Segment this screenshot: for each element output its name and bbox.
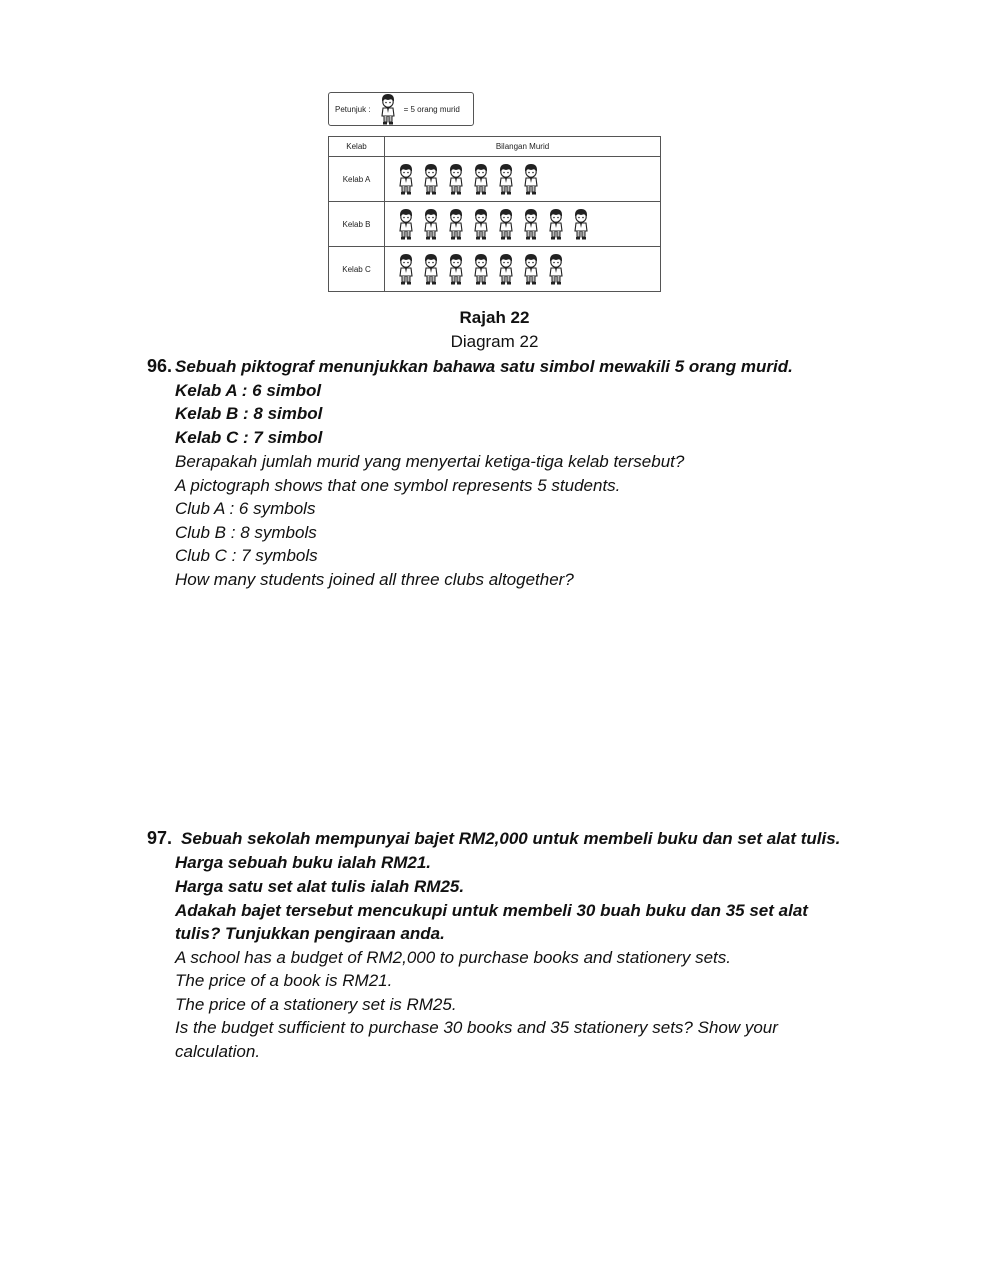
student-icon bbox=[496, 252, 516, 286]
student-icon bbox=[471, 252, 491, 286]
question-97-line: The price of a book is RM21. bbox=[175, 971, 393, 990]
question-96-line: Club B : 8 symbols bbox=[175, 523, 317, 542]
question-97-line: Harga sebuah buku ialah RM21. bbox=[175, 853, 432, 872]
student-icon bbox=[546, 252, 566, 286]
student-icon bbox=[521, 252, 541, 286]
symbol-row bbox=[385, 207, 660, 241]
student-icon bbox=[421, 207, 441, 241]
student-icon bbox=[521, 162, 541, 196]
table-row bbox=[329, 202, 661, 247]
table-row bbox=[329, 247, 661, 292]
question-96-line: A pictograph shows that one symbol represents 5 students. bbox=[175, 476, 621, 495]
club-name: Kelab A bbox=[329, 157, 385, 202]
question-96-line: Berapakah jumlah murid yang menyertai ketiga-tiga kelab tersebut? bbox=[175, 452, 685, 471]
column-header-club: Kelab bbox=[329, 137, 385, 157]
student-icon bbox=[396, 252, 416, 286]
student-icon bbox=[496, 162, 516, 196]
symbol-row bbox=[385, 162, 660, 196]
question-96-number: 96. bbox=[147, 356, 173, 376]
student-icon bbox=[446, 207, 466, 241]
question-97-line: The price of a stationery set is RM25. bbox=[175, 995, 457, 1014]
student-icon bbox=[496, 207, 516, 241]
student-icon bbox=[471, 207, 491, 241]
question-97-line: Sebuah sekolah mempunyai bajet RM2,000 untuk membeli buku dan set alat tulis. bbox=[181, 829, 841, 848]
student-icon bbox=[471, 162, 491, 196]
question-96-line: How many students joined all three clubs altogether? bbox=[175, 570, 574, 589]
diagram-caption-malay: Rajah 22 bbox=[459, 308, 530, 327]
question-97-line: Harga satu set alat tulis ialah RM25. bbox=[175, 877, 465, 896]
student-icon bbox=[446, 162, 466, 196]
column-header-count: Bilangan Murid bbox=[385, 137, 661, 157]
pictograph-table bbox=[328, 136, 661, 292]
club-name: Kelab C bbox=[329, 247, 385, 292]
student-icon bbox=[571, 207, 591, 241]
question-97-line: calculation. bbox=[175, 1042, 261, 1061]
question-96-line: Club A : 6 symbols bbox=[175, 499, 316, 518]
student-icon bbox=[446, 252, 466, 286]
question-96-line: Club C : 7 symbols bbox=[175, 546, 318, 565]
student-icon bbox=[546, 207, 566, 241]
legend-label: Petunjuk : bbox=[335, 104, 371, 114]
question-96-line: Sebuah piktograf menunjukkan bahawa satu simbol mewakili 5 orang murid. bbox=[175, 357, 793, 376]
pictograph-legend bbox=[328, 92, 474, 126]
club-name: Kelab B bbox=[329, 202, 385, 247]
question-96-line: Kelab C : 7 simbol bbox=[175, 428, 323, 447]
symbol-row bbox=[385, 252, 660, 286]
student-icon bbox=[421, 162, 441, 196]
student-icon bbox=[396, 207, 416, 241]
question-97-line: Is the budget sufficient to purchase 30 books and 35 stationery sets? Show your bbox=[175, 1018, 778, 1037]
student-icon bbox=[378, 92, 398, 126]
student-icon bbox=[421, 252, 441, 286]
question-96-line: Kelab A : 6 simbol bbox=[175, 381, 322, 400]
question-97-line: A school has a budget of RM2,000 to purchase books and stationery sets. bbox=[175, 948, 731, 967]
question-96-line: Kelab B : 8 simbol bbox=[175, 404, 323, 423]
question-97-line: tulis? Tunjukkan pengiraan anda. bbox=[175, 924, 445, 943]
student-icon bbox=[378, 92, 398, 126]
question-97-line: Adakah bajet tersebut mencukupi untuk membeli 30 buah buku dan 35 set alat bbox=[175, 901, 808, 920]
student-icon bbox=[396, 162, 416, 196]
student-icon bbox=[521, 207, 541, 241]
diagram-caption-english: Diagram 22 bbox=[450, 332, 539, 351]
legend-value: = 5 orang murid bbox=[403, 104, 460, 114]
question-97-number: 97. bbox=[147, 828, 173, 848]
table-row bbox=[329, 157, 661, 202]
